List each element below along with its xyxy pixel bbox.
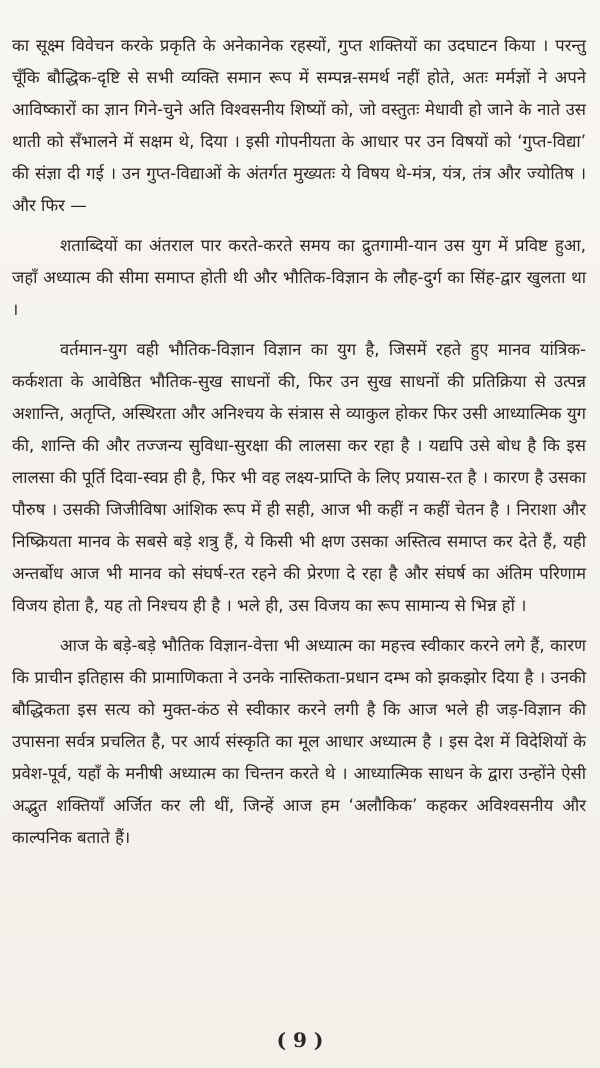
page-body xyxy=(12,30,586,854)
paragraph-1: का सूक्ष्म विवेचन करके प्रकृति के अनेकानेक रहस्यों, गुप्त शक्तियों का उदघाटन किया । परन्तु चूँकि बौद्धिक-दृष्टि से सभी व्यक्ति समान रूप में सम्पन्न-समर्थ नहीं होते, अतः मर्मज्ञों ने अपने आविष्कारों का ज्ञान गिने-चुने अति विश्वसनीय शिष्यों को, जो वस्तुतः मेधावी हो जाने के नाते उस थाती को सँभालने में सक्षम थे, दिया । इसी गोपनीयता के आधार पर उन विषयों को ‘गुप्त-विद्या’ की संज्ञा दी गई । उन गुप्त-विद्याओं के अंतर्गत मुख्यतः ये विषय थे-मंत्र, यंत्र, तंत्र और ज्योतिष । और फिर — xyxy=(12,36,586,215)
page-number: ( 9 ) xyxy=(276,1028,324,1052)
paragraph-4: आज के बड़े-बड़े भौतिक विज्ञान-वेत्ता भी अध्यात्म का महत्त्व स्वीकार करने लगे हैं, कारण कि प्राचीन इतिहास की प्रामाणिकता ने उनके नास्तिकता-प्रधान दम्भ को झकझोर दिया है । उनकी बौद्धिकता इस सत्य को मुक्त-कंठ से स्वीकार करने लगी है कि आज भले ही जड़-विज्ञान की उपासना सर्वत्र प्रचलित है, पर आर्य संस्कृति का मूल आधार अध्यात्म है । इस देश में विदेशियों के प्रवेश-पूर्व, यहाँ के मनीषी अध्यात्म का चिन्तन करते थे । आध्यात्मिक साधन के द्वारा उन्होंने ऐसी अद्भुत शक्तियाँ अर्जित कर ली थीं, जिन्हें आज हम ‘अलौकिक’ कहकर अविश्वसनीय और काल्पनिक बताते हैं। xyxy=(12,636,586,847)
paragraph-3: वर्तमान-युग वही भौतिक-विज्ञान विज्ञान का युग है, जिसमें रहते हुए मानव यांत्रिक-कर्कशता के आवेष्ठित भौतिक-सुख साधनों की, फिर उन सुख साधनों की प्रतिक्रिया से उत्पन्न अशान्ति, अतृप्ति, अस्थिरता और अनिश्चय के संत्रास से व्याकुल होकर फिर उसी आध्यात्मिक युग की, शान्ति की और तज्जन्य सुविधा-सुरक्षा की लालसा कर रहा है । यद्यपि उसे बोध है कि इस लालसा की पूर्ति दिवा-स्वप्न ही है, फिर भी वह लक्ष्य-प्राप्ति के लिए प्रयास-रत है । कारण है उसका पौरुष । उसकी जिजीविषा आंशिक रूप में ही सही, आज भी कहीं न कहीं चेतन है । निराशा और निष्क्रियता मानव के सबसे बड़े शत्रु हैं, ये किसी भी क्षण उसका अस्तित्व समाप्त कर देते हैं, यही अन्तर्बोध आज भी मानव को संघर्ष-रत रहने की प्रेरणा दे रहा है और संघर्ष का अंतिम परिणाम विजय होता है, यह तो निश्चय ही है । भले ही, उस विजय का रूप सामान्य से भिन्न हों । xyxy=(12,340,586,615)
paragraph-2: शताब्दियों का अंतराल पार करते-करते समय का द्रुतगामी-यान उस युग में प्रविष्ट हुआ, जहाँ अध्यात्म की सीमा समाप्त होती थी और भौतिक-विज्ञान के लौह-दुर्ग का सिंह-द्वार खुलता था । xyxy=(12,236,586,319)
